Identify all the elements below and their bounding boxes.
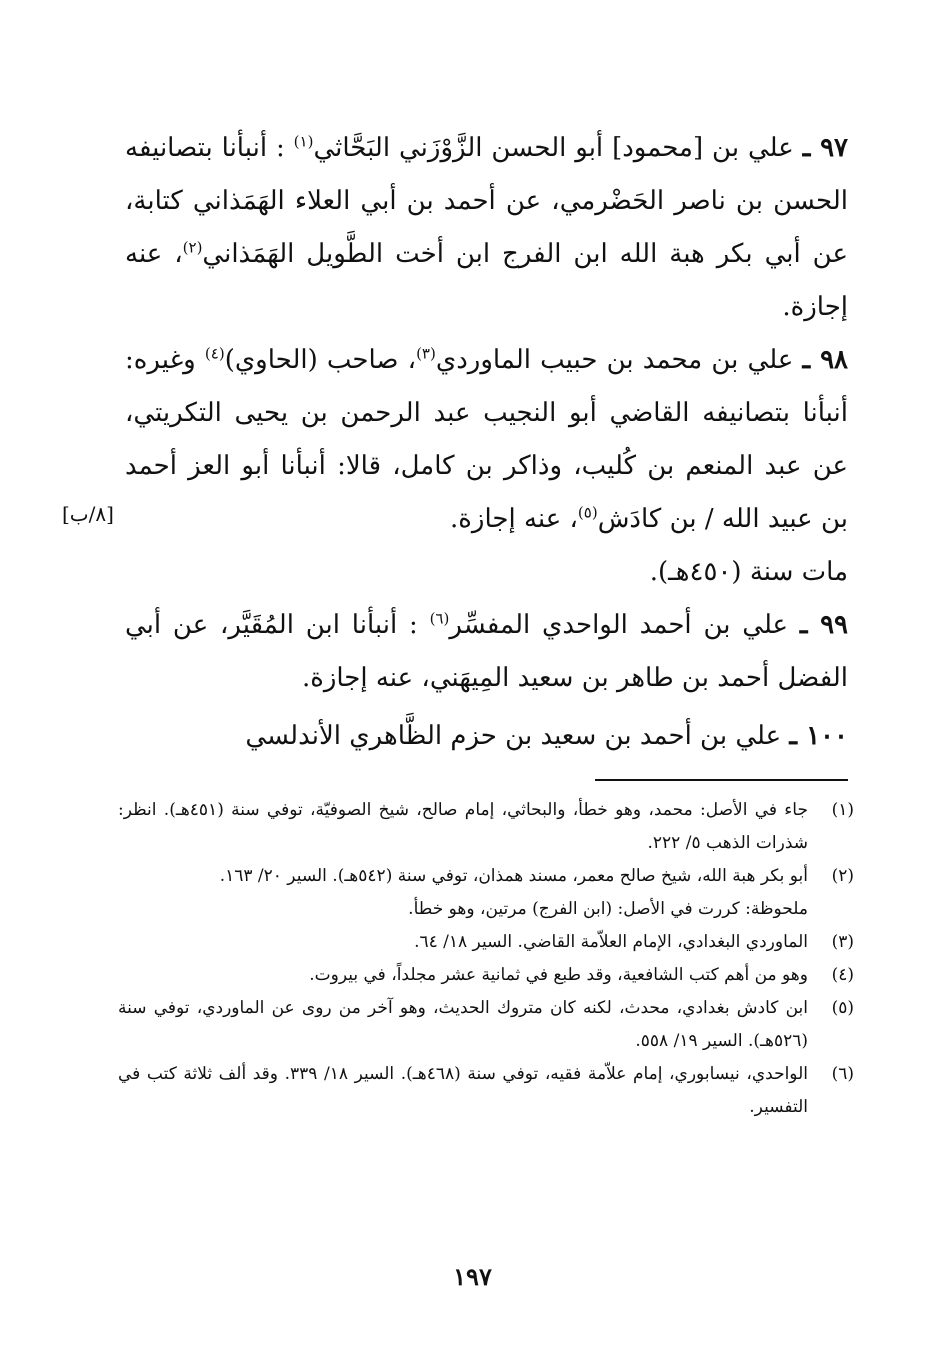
footnote-ref: (٢) — [182, 238, 203, 257]
entry-99 — [125, 599, 848, 705]
footnote-number: (٤) — [831, 965, 854, 985]
entry-number: ١٠٠ ـ — [789, 721, 848, 751]
footnotes — [118, 794, 854, 1124]
entry-book: ، صاحب (الحاوي) — [224, 345, 417, 375]
footnote-ref: (٣) — [416, 344, 436, 363]
footnote-ref: (٥) — [577, 503, 598, 522]
footnote-text: أبو بكر هبة الله، شيخ صالح معمر، مسند همذان، توفي سنة (٥٤٢هـ). السير ٢٠/ ١٦٣. — [219, 866, 808, 886]
footnote-text: ابن كادش بغدادي، محدث، لكنه كان متروك الحديث، وهو آخر من روى عن الماوردي، توفي سنة (٥٢٦هـ). السير ١٩/ ٥٥٨. — [118, 998, 808, 1051]
footnote-number: (٦) — [831, 1064, 854, 1084]
entry-100 — [125, 710, 848, 763]
entry-body-end: ، عنه إجازة. — [450, 504, 578, 534]
footnote-number: (١) — [831, 800, 854, 820]
footnote-divider — [595, 779, 848, 781]
entry-97 — [125, 122, 848, 334]
entry-heading: علي بن [محمود] أبو الحسن الزَّوْزَني البَحَّاثي — [313, 133, 794, 163]
footnote-ref: (٤) — [204, 344, 225, 363]
manuscript-folio-note: [٨/ب] — [62, 502, 114, 526]
entry-heading: علي بن أحمد الواحدي المفسِّر — [449, 610, 789, 640]
entry-number: ٩٩ ـ — [799, 610, 849, 640]
footnote-remark: ملحوظة: كررت في الأصل: (ابن الفرج) مرتين، وهو خطأ. — [408, 899, 808, 919]
entry-heading: علي بن أحمد بن سعيد بن حزم الظَّاهري الأندلسي — [245, 721, 782, 751]
footnote-item — [118, 1058, 854, 1124]
death-year-line: مات سنة (٤٥٠هـ). — [649, 557, 848, 587]
footnote-ref: (١) — [293, 132, 314, 151]
entry-heading: علي بن محمد بن حبيب الماوردي — [435, 345, 794, 375]
footnote-text: الماوردي البغدادي، الإمام العلاّمة القاضي. السير ١٨/ ٦٤. — [414, 932, 808, 952]
footnote-item — [118, 926, 854, 959]
page-number: ١٩٧ — [453, 1262, 492, 1291]
entry-number: ٩٨ ـ — [802, 345, 849, 375]
footnote-number: (٢) — [831, 866, 854, 886]
footnote-number: (٣) — [831, 932, 854, 952]
footnote-text: الواحدي، نيسابوري، إمام علاّمة فقيه، توفي سنة (٤٦٨هـ). السير ١٨/ ٣٣٩. وقد ألف ثلاثة كتب في التفسير. — [118, 1064, 808, 1117]
footnote-item — [118, 959, 854, 992]
footnote-text: جاء في الأصل: محمد، وهو خطأ، والبحاثي، إمام صالح، شيخ الصوفيّة، توفي سنة (٤٥١هـ). انظر: شذرات الذهب ٥/ ٢٢٢. — [118, 800, 808, 853]
entry-number: ٩٧ ـ — [802, 133, 849, 163]
entry-98 — [125, 334, 848, 599]
footnote-number: (٥) — [831, 998, 854, 1018]
entry-body: وغيره: أنبأنا بتصانيفه القاضي أبو النجيب عبد الرحمن بن يحيى التكريتي، عن عبد المنعم بن كُليب، وذاكر بن كامل، قالا: أنبأنا أبو العز أحمد بن عبيد الله / بن كادَش — [125, 345, 848, 534]
entry-body: : أنبأنا بتصانيفه الحسن بن ناصر الحَضْرمي، عن أحمد بن أبي العلاء الهَمَذاني كتابة، عن أبي بكر هبة الله ابن الفرج ابن أخت الطَّويل الهَمَذاني — [125, 133, 848, 269]
entry-body: : أنبأنا ابن المُقَيَّر، عن أبي الفضل أحمد بن طاهر بن سعيد المِيهَني، عنه إجازة. — [125, 610, 848, 693]
footnote-item — [118, 860, 854, 893]
footnote-ref: (٦) — [429, 609, 450, 628]
footnote-item — [118, 992, 854, 1058]
footnote-item — [118, 794, 854, 860]
footnote-text: وهو من أهم كتب الشافعية، وقد طبع في ثمانية عشر مجلداً، في بيروت. — [309, 965, 808, 985]
entry-body-end: ، عنه إجازة. — [125, 239, 848, 322]
